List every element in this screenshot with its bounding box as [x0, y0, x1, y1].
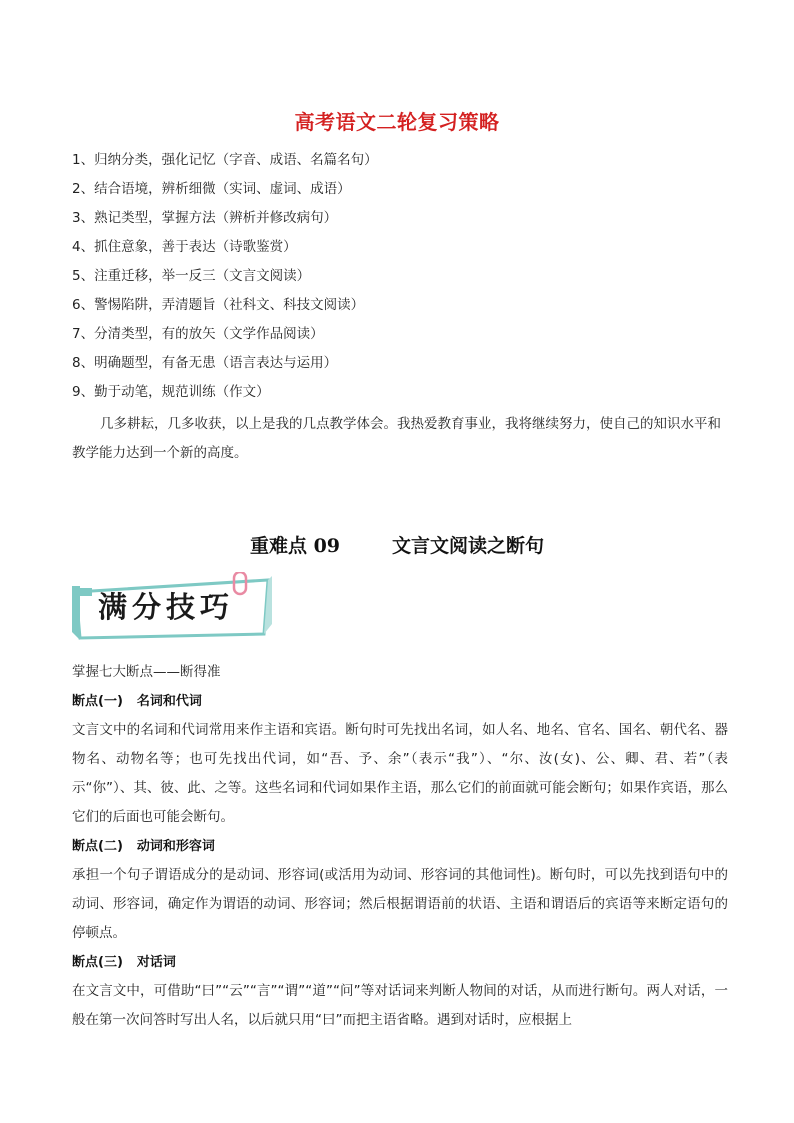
point-name: 动词和形容词 [136, 839, 215, 854]
closing-paragraph: 几多耕耘，几多收获，以上是我的几点教学体会。我热爱教育事业，我将继续努力，使自己的知识水平和教学能力达到一个新的高度。 [72, 416, 721, 461]
list-item: 3、熟记类型，掌握方法（辨析并修改病句） [72, 210, 338, 226]
list-item: 1、归纳分类，强化记忆（字音、成语、名篇名句） [72, 152, 378, 168]
point-text: 文言文中的名词和代词常用来作主语和宾语。断句时可先找出名词，如人名、地名、官名、国名、朝代名、器物名、动物名等；也可先找出代词，如“吾、予、余”（表示“我”）、“尔、汝(女)、公、卿、君、若”（表示“你”）、其、彼、此、之等。这些名词和代词如果作主语，那么它们的前面就可能会断句；如果作宾语，那么它们的后面也可能会断句。 [72, 722, 728, 825]
content-body [72, 658, 728, 1035]
list-item: 6、警惕陷阱，弄清题旨（社科文、科技文阅读） [72, 297, 365, 313]
point-heading [72, 832, 728, 861]
list-item: 8、明确题型，有备无患（语言表达与运用） [72, 355, 338, 371]
section-title [0, 531, 794, 558]
page-title: 高考语文二轮复习策略 [294, 110, 500, 134]
list-item: 2、结合语境，辨析细微（实词、虚词、成语） [72, 181, 351, 197]
point-heading [72, 948, 728, 977]
strategy-list [72, 150, 378, 411]
section-number: 重难点 09 [249, 535, 341, 557]
point-heading [72, 687, 728, 716]
list-item: 7、分清类型，有的放矢（文学作品阅读） [72, 326, 324, 342]
point-label: 断点(一) [72, 694, 123, 709]
list-item: 5、注重迁移，举一反三（文言文阅读） [72, 268, 311, 284]
banner-label: 满分技巧 [98, 590, 235, 624]
intro-line: 掌握七大断点——断得准 [72, 664, 221, 680]
list-item: 4、抓住意象，善于表达（诗歌鉴赏） [72, 239, 297, 255]
point-label: 断点(三) [72, 955, 123, 970]
section-heading: 文言文阅读之断句 [392, 535, 545, 557]
point-name: 名词和代词 [136, 694, 202, 709]
point-text: 在文言文中，可借助“曰”“云”“言”“谓”“道”“问”等对话词来判断人物间的对话，从而进行断句。两人对话，一般在第一次问答时写出人名，以后就只用“曰”而把主语省略。遇到对话时，应根据上 [72, 983, 728, 1028]
point-text: 承担一个句子谓语成分的是动词、形容词(或活用为动词、形容词的其他词性)。断句时，可以先找到语句中的动词、形容词，确定作为谓语的动词、形容词；然后根据谓语前的状语、主语和谓语后的宾语等来断定语句的停顿点。 [72, 867, 728, 941]
point-label: 断点(二) [72, 839, 123, 854]
point-name: 对话词 [136, 955, 176, 970]
list-item: 9、勤于动笔，规范训练（作文） [72, 384, 270, 400]
